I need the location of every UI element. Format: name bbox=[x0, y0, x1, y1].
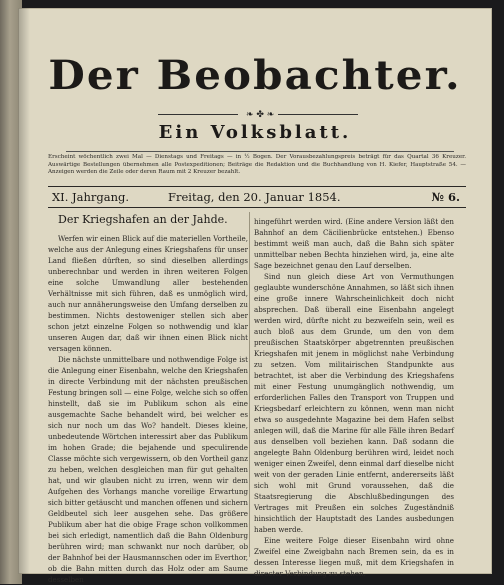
issue-info-bar bbox=[48, 186, 466, 208]
publication-notice bbox=[48, 154, 466, 177]
masthead-subtitle: Ein Volksblatt. bbox=[158, 122, 352, 143]
ornament-glyph: ❧ ✤ ❧ bbox=[246, 110, 275, 120]
issue-number: № 6. bbox=[431, 190, 460, 204]
article-paragraph: Sind nun gleich diese Art von Vermuthungen geglaubte wunderschöne Annahmen, so läßt sich ihnen eine große innere Wahrscheinlichkeit doch nicht absprechen. Daß überall eine Eisenbahn angelegt werden wird, dürfte nicht zu bezweifeln sein, weil es auch bloß aus dem Grunde, um den von dem preußischen Staatskörper abgetrennten preußischen Kriegshafen mit jenem in möglichst nahe Verbindung zu setzen. Vom militairischen Standpunkte aus betrachtet, ist aber die Verbindung des Kriegshafens mit einer Festung unumgänglich nothwendig, um erforderlichen Falles den Transport von Truppen und Kriegsbedarf erleichtern zu können, wenn man nicht etwa so ausgedehnte Magazine bei dem Hafen selbst anlegen will, daß die Marine für alle Fälle ihren Bedarf aus denselben voll beziehen kann. Daß sodann die angelegte Bahn Oldenburg berühren wird, leidet noch weniger einen Zweifel, denn einmal darf dieselbe nicht weit von der geraden Linie entfernt, andererseits läßt sich wohl mit Grund voraussehen, daß die Staatsregierung die Abschlußbedingungen des Vertrages mit Preußen ein solches Zugeständniß hinsichtlich der Hauptstadt des Landes ausbedungen haben werde. bbox=[254, 272, 454, 534]
notice-text: Erscheint wöchentlich zwei Mal — Dienstags und Freitags — in ½ Bogen. Der Vorausbezahlungspreis beträgt für das Quartal 36 Kreuzer. Auswärtige Bestellungen übernehmen alle Postexpeditionen; Beiträge die Redaktion und die Buchhandlung von H. Kiefer, Hauptstraße 54. — Anzeigen werden die Zeile oder deren Raum mit 2 Kreuzer bezahlt. bbox=[48, 154, 466, 175]
masthead-ornament bbox=[158, 111, 358, 119]
article-paragraph: Die nächste unmittelbare und nothwendige Folge ist die Anlegung einer Eisenbahn, welche den Kriegshafen in directe Verbindung mit der nächsten preußischen Festung bringen soll — eine Folge, welche sich so offen hinstellt, daß sie im Publikum schon als eine ausgemachte Sache behandelt wird, bei welcher es sich nur noch um das Wo? handelt. Dieses kleine, unbedeutende Wörtchen interessirt aber das Publikum im hohen Grade; die bejahende und speculirende Classe möchte sich vergewissern, ob den Vortheil ganz zu heben, welchen desgleichen man für gut gehalten hat, und wir glauben nicht zu irren, wenn wir dem Aufgehen des Vorhangs manche voreilige Erwartung sich bitter getäuscht und manchen offenen und sichern Geldbeutel sich leer ausgehen sehe. Das größere Publikum aber hat die obige Frage schon vollkommen bei sich erledigt, namentlich daß die Bahn Oldenburg berühren wird; man schwankt nur noch darüber, ob der Bahnhof bei der Hausmannschen oder im Everthor, ob die Bahn mitten durch das Holz oder am Saume desselben bbox=[48, 355, 248, 584]
article-paragraph: Werfen wir einen Blick auf die materiellen Vortheile, welche aus der Anlegung eines Kriegshafens für unser Land fließen dürften, so sind dieselben allerdings unberechnbar und werden in ihren weiteren Folgen eine solche Umwandlung aller bestehenden Verhältnisse mit sich führen, daß es unmöglich wird, auch nur annäherungsweise den Umfang derselben zu bestimmen. Nichts destoweniger stellen sich aber schon jetzt einzelne Folgen so nothwendig und klar unseren Augen dar, daß wir ihnen einen Blick nicht versagen können. bbox=[48, 234, 248, 353]
ornament-rule-left bbox=[158, 114, 238, 115]
column-divider bbox=[249, 212, 250, 557]
masthead-title: Der Beobachter. bbox=[48, 52, 462, 99]
subtitle-rule bbox=[66, 151, 454, 152]
issue-year: XI. Jahrgang. bbox=[52, 190, 130, 204]
article-paragraph: hingeführt werden wird. (Eine andere Version läßt den Bahnhof an dem Cäcilienbrücke entstehen.) Ebenso bestimmt weiß man auch, daß die Bahn sich später unmittelbar neben Bechta hinziehen wird, ja, eine alte Sage bezeichnet genau den Lauf derselben. bbox=[254, 217, 454, 270]
issue-date: Freitag, den 20. Januar 1854. bbox=[168, 190, 341, 204]
article-paragraph: Eine weitere Folge dieser Eisenbahn wird ohne Zweifel eine Zweigbahn nach Bremen sein, da es in dessen Interesse liegen muß, mit dem Kriegshafen in directer Verbindung zu stehen. bbox=[254, 536, 454, 578]
ornament-rule-right bbox=[278, 114, 358, 115]
article-title: Der Kriegshafen an der Jahde. bbox=[58, 213, 228, 226]
newspaper-page bbox=[18, 8, 492, 584]
right-column bbox=[254, 216, 454, 579]
left-column bbox=[48, 213, 248, 585]
